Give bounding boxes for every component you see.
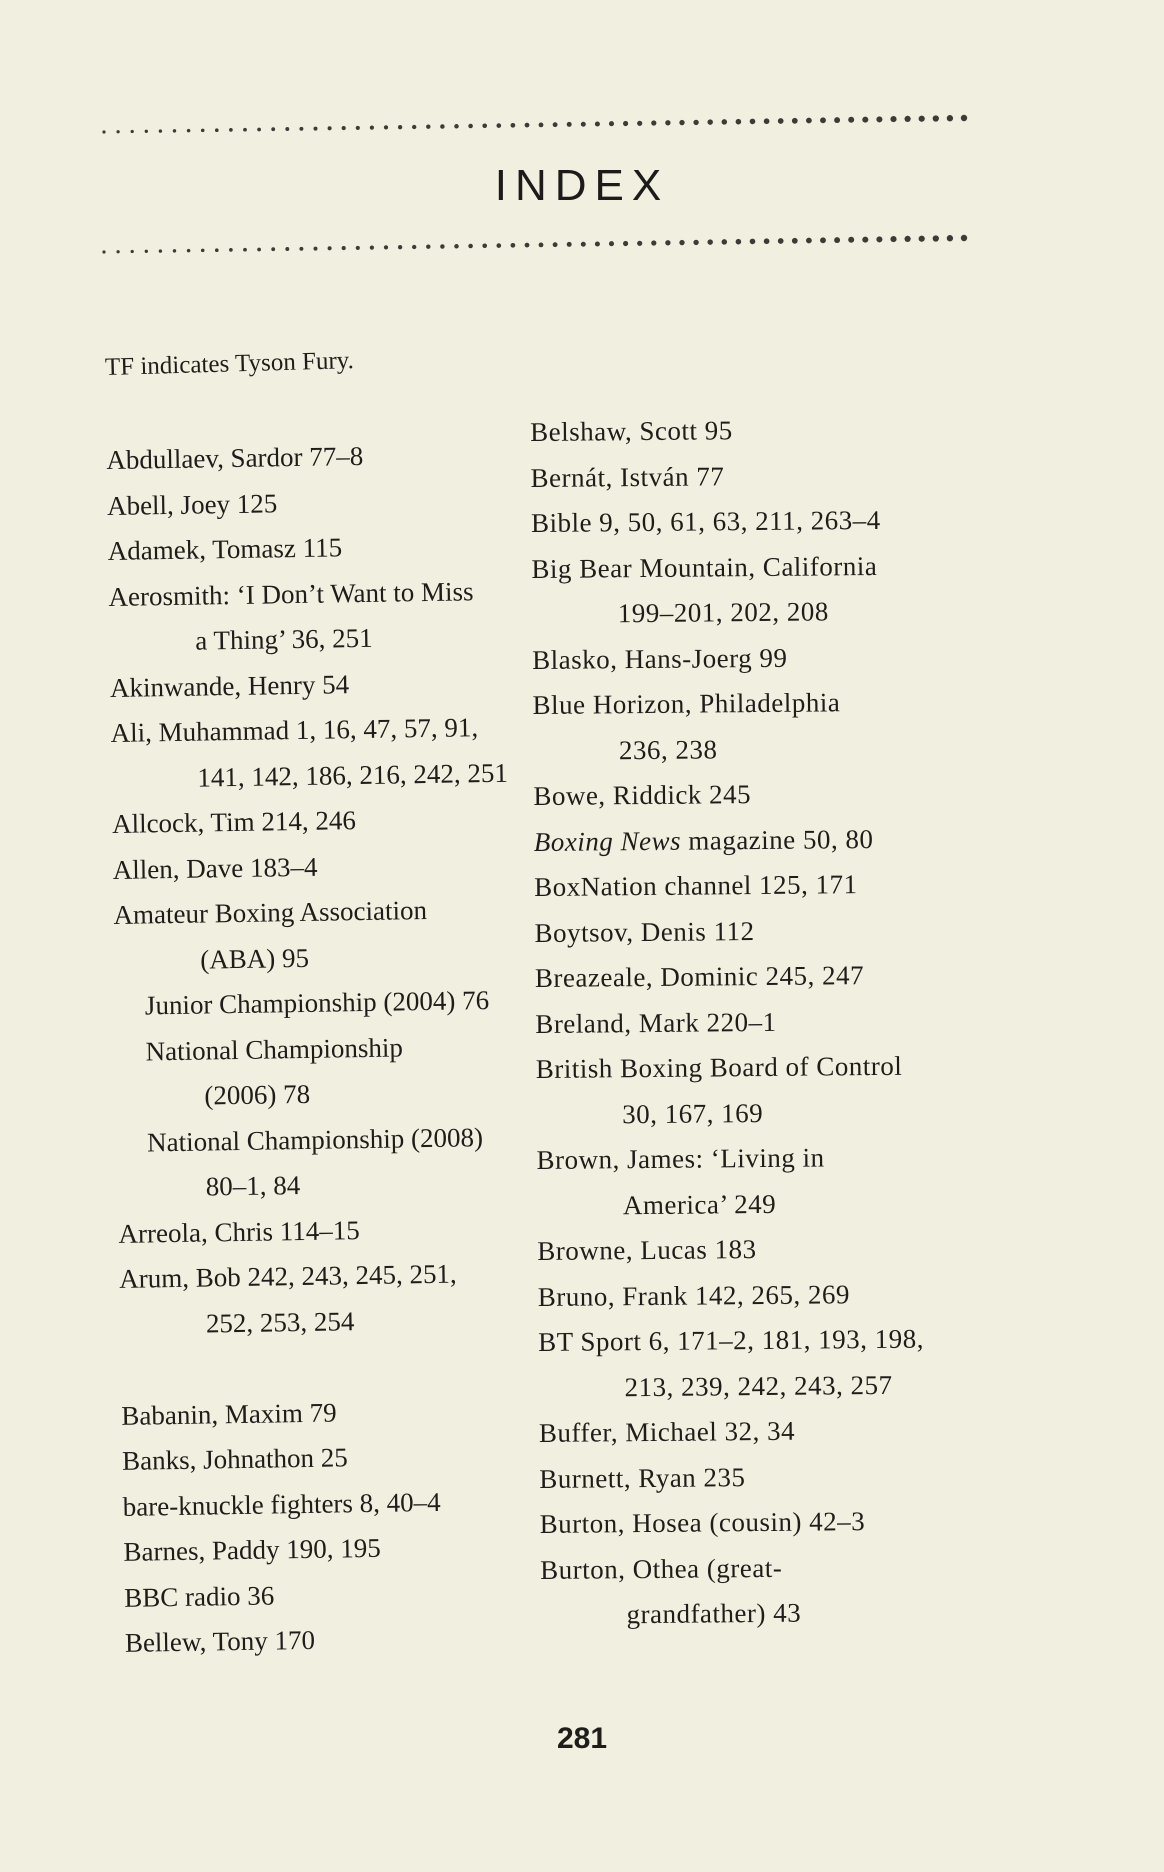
index-entry: Blue Horizon, Philadelphia	[532, 687, 841, 720]
rule-dot	[736, 239, 742, 245]
rule-dot	[145, 130, 148, 133]
index-entry: Adamek, Tomasz 115	[107, 532, 343, 566]
index-entry: 141, 142, 186, 216, 242, 251	[197, 757, 509, 793]
rule-dot	[778, 238, 784, 244]
index-entry: BBC radio 36	[123, 1580, 275, 1613]
rule-dot	[412, 125, 416, 129]
rule-dot	[201, 249, 205, 253]
rule-dot	[764, 238, 770, 244]
rule-dot	[947, 235, 953, 241]
rule-dot	[961, 115, 967, 121]
rule-dot	[314, 127, 318, 131]
index-entry: Bowe, Riddick 245	[533, 779, 752, 811]
rule-dot	[496, 243, 501, 248]
rule-dot	[482, 123, 487, 128]
index-entry-italic-title: Boxing News	[533, 825, 682, 857]
index-entry: grandfather) 43	[626, 1597, 802, 1630]
rule-dot	[440, 124, 444, 128]
index-entry: Buffer, Michael 32, 34	[538, 1415, 796, 1448]
rule-dot	[623, 241, 628, 246]
rule-dot	[919, 116, 925, 122]
rule-dot	[342, 246, 346, 250]
rule-dot	[722, 239, 728, 245]
rule-dot	[511, 123, 516, 128]
index-entry: British Boxing Board of Control	[535, 1050, 903, 1084]
rule-dot	[525, 243, 530, 248]
index-column-left	[106, 431, 545, 1666]
rule-dot	[285, 127, 289, 131]
index-entry: Belshaw, Scott 95	[530, 415, 733, 447]
index-entry: Abell, Joey 125	[106, 487, 278, 521]
rule-dot	[187, 129, 191, 133]
rule-dot	[806, 118, 812, 124]
rule-dot	[778, 118, 784, 124]
rule-dot	[201, 129, 205, 133]
index-entry: Burnett, Ryan 235	[539, 1461, 746, 1494]
rule-dot	[412, 245, 416, 249]
index-entry: Brown, James: ‘Living in	[536, 1142, 825, 1175]
index-entry: bare-knuckle fighters 8, 40–4	[122, 1486, 441, 1522]
rule-dot	[679, 240, 684, 245]
rule-dot	[905, 116, 911, 122]
index-entry: Akinwande, Henry 54	[109, 668, 350, 703]
rule-dot	[370, 126, 374, 130]
rule-dot	[426, 245, 430, 249]
index-entry: Burton, Othea (great-	[539, 1552, 783, 1585]
rule-dot	[567, 242, 572, 247]
rule-dot	[890, 116, 896, 122]
rule-dot	[525, 123, 530, 128]
rule-dot	[468, 244, 473, 249]
rule-dot	[609, 121, 614, 126]
rule-dot	[102, 250, 105, 253]
index-entry: Blasko, Hans-Joerg 99	[532, 642, 788, 675]
index-entry: Bruno, Frank 142, 265, 269	[537, 1278, 851, 1312]
rule-dot	[173, 129, 176, 132]
rule-dot	[876, 116, 882, 122]
rule-dot	[496, 123, 501, 128]
index-note: TF indicates Tyson Fury.	[104, 347, 355, 381]
rule-dot	[243, 248, 247, 252]
rule-dot	[482, 243, 487, 248]
rule-dot	[454, 244, 459, 249]
rule-dot	[102, 130, 105, 133]
rule-dot	[145, 250, 148, 253]
index-column-right	[530, 406, 991, 1638]
index-entry: Breazeale, Dominic 245, 247	[534, 960, 865, 993]
rule-dot	[820, 237, 826, 243]
index-entry: 80–1, 84	[205, 1170, 301, 1202]
rule-dot	[707, 239, 712, 244]
rule-dot	[370, 246, 374, 250]
top-dotted-rule	[100, 110, 970, 122]
index-entry: Babanin, Maxim 79	[121, 1397, 337, 1431]
index-entry: Bellew, Tony 170	[124, 1624, 316, 1658]
rule-dot	[834, 237, 840, 243]
index-entry: Barnes, Paddy 190, 195	[123, 1532, 381, 1567]
index-entry: (2006) 78	[204, 1078, 311, 1111]
index-entry: BT Sport 6, 171–2, 181, 193, 198,	[538, 1323, 925, 1357]
index-entry: 30, 167, 169	[622, 1097, 764, 1129]
rule-dot	[820, 117, 826, 123]
rule-dot	[848, 117, 854, 123]
rule-dot	[567, 122, 572, 127]
page-number: 281	[556, 1722, 608, 1755]
rule-dot	[862, 117, 868, 123]
index-entry: Abdullaev, Sardor 77–8	[106, 440, 364, 475]
index-entry: Arum, Bob 242, 243, 245, 251,	[118, 1258, 457, 1294]
rule-dot	[947, 115, 953, 121]
rule-dot	[159, 249, 162, 252]
index-entry: 236, 238	[618, 733, 718, 765]
rule-dot	[187, 249, 191, 253]
rule-dot	[581, 122, 586, 127]
rule-dot	[764, 118, 770, 124]
rule-dot	[271, 247, 275, 251]
rule-dot	[665, 120, 670, 125]
rule-dot	[609, 241, 614, 246]
rule-dot	[468, 124, 473, 129]
rule-dot	[834, 117, 840, 123]
rule-dot	[651, 240, 656, 245]
rule-dot	[328, 246, 332, 250]
rule-dot	[229, 248, 233, 252]
rule-dot	[961, 235, 967, 241]
rule-dot	[581, 242, 586, 247]
rule-dot	[792, 238, 798, 244]
rule-dot	[159, 129, 162, 132]
rule-dot	[342, 126, 346, 130]
index-entry: Browne, Lucas 183	[537, 1234, 757, 1266]
rule-dot	[679, 120, 684, 125]
rule-dot	[243, 128, 247, 132]
rule-dot	[384, 245, 388, 249]
rule-dot	[398, 245, 402, 249]
rule-dot	[539, 122, 544, 127]
rule-dot	[693, 120, 698, 125]
rule-dot	[356, 126, 360, 130]
bottom-dotted-rule	[100, 230, 970, 242]
rule-dot	[440, 244, 444, 248]
rule-dot	[595, 121, 600, 126]
rule-dot	[848, 237, 854, 243]
index-entry: National Championship (2008)	[146, 1121, 484, 1157]
index-entry: Bible 9, 50, 61, 63, 211, 263–4	[530, 504, 881, 538]
rule-dot	[862, 237, 868, 243]
index-entry: Bernát, István 77	[530, 460, 725, 493]
index-entry	[534, 816, 984, 865]
rule-dot	[637, 121, 642, 126]
index-entry: Boytsov, Denis 112	[534, 915, 755, 948]
index-entry: Amateur Boxing Association	[113, 895, 428, 930]
rule-dot	[257, 128, 261, 132]
index-entry: Aerosmith: ‘I Don’t Want to Miss	[108, 575, 474, 612]
index-entry: Junior Championship (2004) 76	[144, 985, 490, 1021]
index-entry: Breland, Mark 220–1	[535, 1006, 777, 1039]
rule-dot	[229, 128, 233, 132]
rule-dot	[806, 238, 812, 244]
rule-dot	[116, 250, 119, 253]
index-entry: Big Bear Mountain, California	[531, 550, 878, 584]
index-entry: 199–201, 202, 208	[617, 596, 829, 629]
index-entry: America’ 249	[622, 1188, 777, 1220]
index-entry: a Thing’ 36, 251	[194, 622, 373, 656]
rule-dot	[173, 249, 176, 252]
index-entry: Allcock, Tim 214, 246	[111, 805, 357, 839]
rule-dot	[131, 250, 134, 253]
rule-dot	[299, 127, 303, 131]
rule-dot	[651, 120, 656, 125]
rule-dot	[285, 247, 289, 251]
rule-dot	[595, 241, 600, 246]
index-entry: Ali, Muhammad 1, 16, 47, 57, 91,	[110, 712, 479, 748]
rule-dot	[314, 247, 318, 251]
rule-dot	[553, 242, 558, 247]
rule-dot	[792, 118, 798, 124]
rule-dot	[933, 115, 939, 121]
index-entry: Allen, Dave 183–4	[112, 851, 318, 885]
index-entry: Arreola, Chris 114–15	[118, 1214, 360, 1249]
rule-dot	[511, 243, 516, 248]
index-entry: Burton, Hosea (cousin) 42–3	[539, 1506, 866, 1539]
index-entry: BoxNation channel 125, 171	[534, 869, 858, 902]
rule-dot	[271, 127, 275, 131]
rule-dot	[637, 241, 642, 246]
dotted-rule-top-svg	[100, 110, 970, 140]
rule-dot	[116, 130, 119, 133]
dotted-rule-bottom-svg	[100, 230, 970, 260]
rule-dot	[876, 236, 882, 242]
rule-dot	[736, 119, 742, 125]
rule-dot	[890, 236, 896, 242]
index-entry-text: magazine 50, 80	[680, 823, 874, 856]
index-entry: 252, 253, 254	[205, 1305, 355, 1339]
rule-dot	[539, 242, 544, 247]
page-title: INDEX	[494, 161, 670, 211]
rule-dot	[553, 122, 558, 127]
rule-dot	[257, 248, 261, 252]
rule-dot	[905, 236, 911, 242]
rule-dot	[426, 125, 430, 129]
rule-dot	[398, 125, 402, 129]
rule-dot	[707, 119, 712, 124]
rule-dot	[933, 235, 939, 241]
rule-dot	[722, 119, 728, 125]
rule-dot	[356, 246, 360, 250]
index-entry: (ABA) 95	[199, 942, 310, 975]
rule-dot	[299, 247, 303, 251]
rule-dot	[919, 236, 925, 242]
index-entry: Banks, Johnathon 25	[121, 1442, 349, 1476]
rule-dot	[665, 240, 670, 245]
rule-dot	[384, 125, 388, 129]
rule-dot	[454, 124, 459, 129]
rule-dot	[215, 128, 219, 132]
index-entry: 213, 239, 242, 243, 257	[624, 1369, 893, 1402]
rule-dot	[750, 119, 756, 125]
rule-dot	[215, 248, 219, 252]
rule-dot	[693, 240, 698, 245]
rule-dot	[328, 126, 332, 130]
rule-dot	[131, 130, 134, 133]
rule-dot	[750, 239, 756, 245]
index-entry: National Championship	[145, 1031, 404, 1066]
rule-dot	[623, 121, 628, 126]
